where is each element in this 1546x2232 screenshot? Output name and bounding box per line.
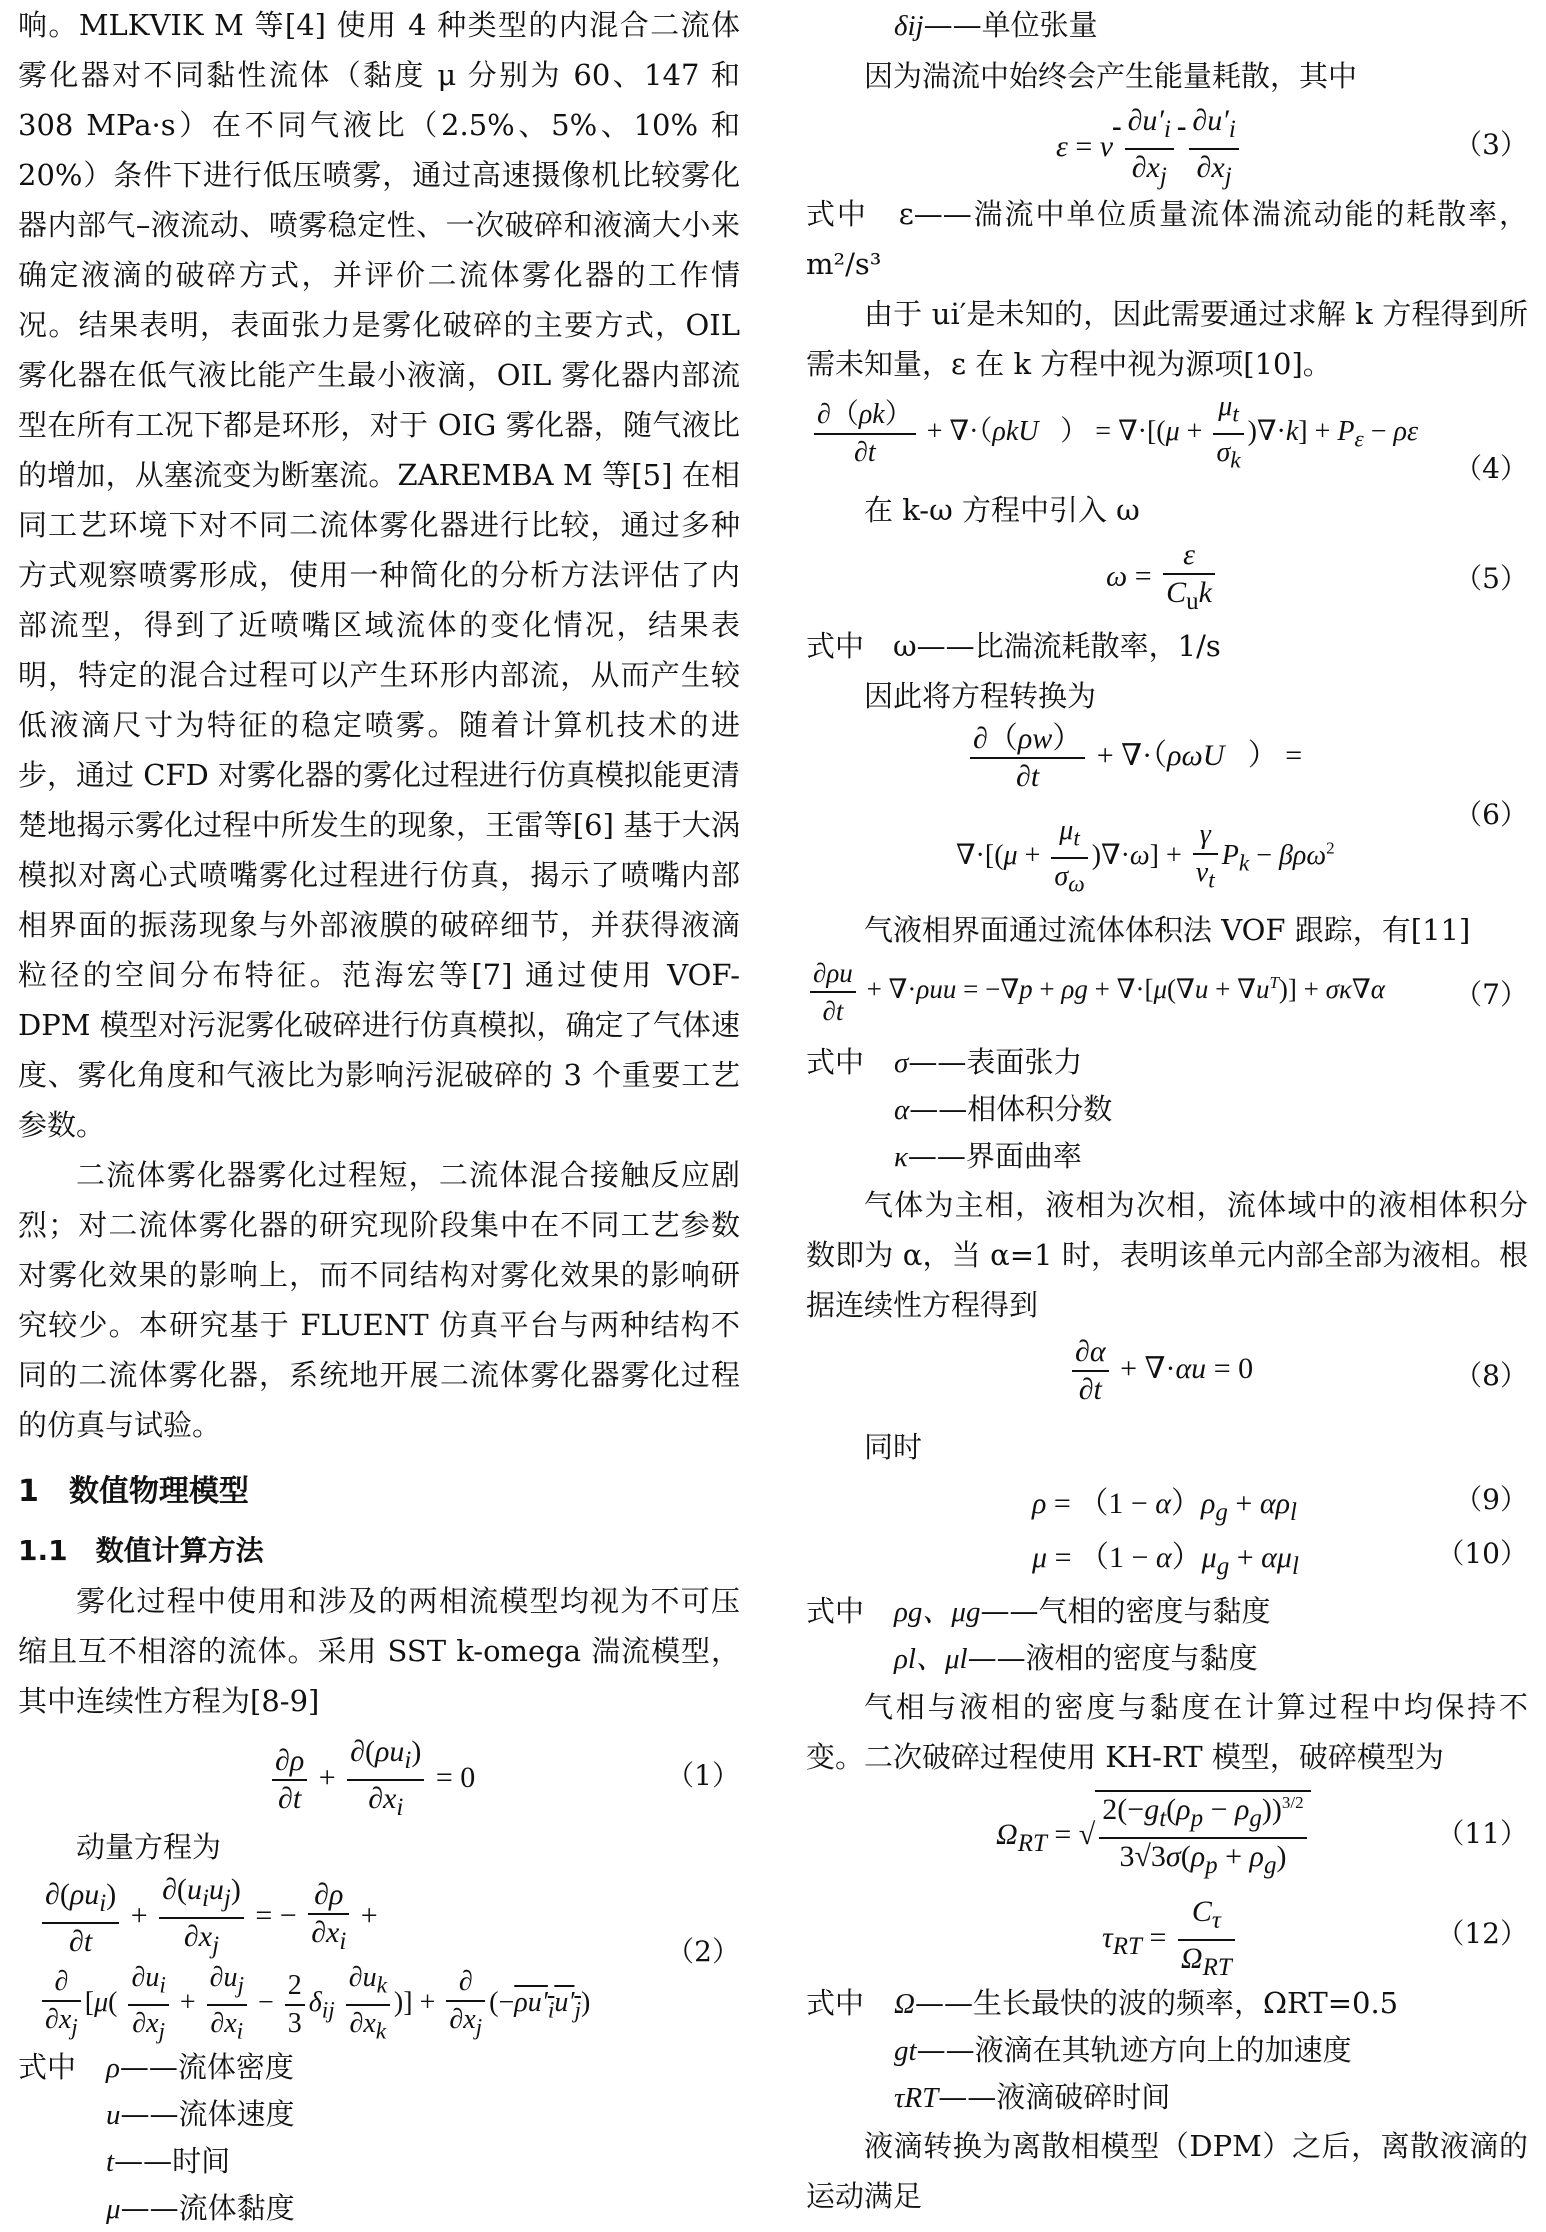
definition-alpha: α——相体积分数	[894, 1092, 1113, 1126]
definition-rho: 式中 ρ——流体密度	[18, 2044, 740, 2091]
definition-mu: μ——流体黏度	[106, 2191, 295, 2225]
equation-12: $\tau_{RT}$ = $\frac{C_\tau}{\Omega_{RT}}$ （12）	[1102, 1895, 1528, 1981]
equation-9: $\rho = (1 - \alpha)\rho_g + \alpha\rho_l$ （9）	[806, 1472, 1528, 1530]
equation-number: （2）	[666, 1935, 740, 1968]
equation-11: $\Omega_{RT}$ = √ $\frac{2(-g_t(\rho_p - \rho_g))^{3/2}}{3√3\sigma(\rho_p + \rho_g)}$ （11）	[806, 1782, 1528, 1894]
equation-number: （6）	[1454, 798, 1528, 831]
model-paragraph: 雾化过程中使用和涉及的两相流模型均视为不可压缩且互不相溶的流体。采用 SST k-omega 湍流模型，其中连续性方程为[8-9]	[18, 1584, 740, 1718]
right-column	[806, 0, 1528, 2221]
definition-gas: 式中 ρg、μg——气相的密度与黏度	[806, 1594, 1271, 1628]
equation-number: （8）	[1454, 1359, 1528, 1392]
vof-paragraph: 气液相界面通过流体体积法 VOF 跟踪，有[11]	[864, 913, 1471, 947]
equation-5: ω = $\frac{\varepsilon}{C_uk}$ （5）	[1106, 538, 1528, 615]
equation-6: $\frac{\partial(\rho w)}{\partial t}$ + ∇·（ρωU⃗） = ∇·[(μ + $\frac{\mu_t}{\sigma_\omega}$ )∇·ω] + $\frac{\gamma}{v_t}$ $P_k - \beta\rho\omega^2$ （6）	[956, 722, 1528, 898]
equation-number: （11）	[1436, 1817, 1528, 1850]
equation-number: （12）	[1436, 1917, 1528, 1950]
omega-intro: 在 k-ω 方程中引入 ω	[864, 493, 1140, 527]
left-column	[18, 0, 740, 2232]
equation-number: （1）	[666, 1759, 740, 1792]
equation-2: $\frac{\partial(\rho u_i)}{\partial t}$ + $\frac{\partial(u_iu_j)}{\partial x_j}$ = − $\frac{\partial\rho}{\partial x_i}$ + $\frac{\partial}{\partial x_j}$ [μ( $\frac{\partial u_i}{\partial x_j}$ + $\frac{\partial u_j}{\partial x_i}$ − $\frac{2}{3}$ $\delta_{ij}$ $\frac{\partial u_k}{\partial x_k}$ )] + $\frac{\partial}{\partial x_j}$ $(-\rho u'_iu'_j)$ （2）	[18, 1872, 740, 2044]
dpm-paragraph: 液滴转换为离散相模型（DPM）之后，离散液滴的运动满足	[806, 2129, 1528, 2213]
equation-1: $\frac{\partial\rho}{\partial t}$ + $\frac{\partial(\rho u_i)}{\partial x_i}$ = 0 （1）	[18, 1726, 740, 1822]
definition-kappa: κ——界面曲率	[894, 1139, 1082, 1173]
where-label: 式中	[18, 2050, 77, 2084]
definition-tau-rt: τRT——液滴破碎时间	[894, 2080, 1171, 2114]
definition-t: t——时间	[106, 2144, 231, 2178]
same-time-paragraph: 同时	[864, 1430, 923, 1464]
definition-liquid: ρl、μl——液相的密度与黏度	[894, 1641, 1258, 1675]
equation-number: （10）	[1436, 1537, 1528, 1570]
summary-paragraph: 二流体雾化器雾化过程短，二流体混合接触反应剧烈；对二流体雾化器的研究现阶段集中在不同工艺参数对雾化效果的影响上，而不同结构对雾化效果的影响研究较少。本研究基于 FLUENT 仿真平台与两种结构不同的二流体雾化器，系统地开展二流体雾化器雾化过程的仿真与试验。	[18, 1158, 740, 1442]
intro-paragraph: 响。MLKVIK M 等[4] 使用 4 种类型的内混合二流体雾化器对不同黏性流体（黏度 μ 分别为 60、147 和 308 MPa·s）在不同气液比（2.5%、5%、10% 和 20%）条件下进行低压喷雾，通过高速摄像机比较雾化器内部气–液流动、喷雾稳定性、一次破碎和液滴大小来确定液滴的破碎方式，并评价二流体雾化器的工作情况。结果表明，表面张力是雾化破碎的主要方式，OIL 雾化器在低气液比能产生最小液滴，OIL 雾化器内部流型在所有工况下都是环形，对于 OIG 雾化器，随气液比的增加，从塞流变为断塞流。ZAREMBA M 等[5] 在相同工艺环境下对不同二流体雾化器进行比较，通过多种方式观察喷雾形成，使用一种简化的分析方法评估了内部流型，得到了近喷嘴区域流体的变化情况，结果表明，特定的混合过程可以产生环形内部流，从而产生较低液滴尺寸为特征的稳定喷雾。随着计算机技术的进步，通过 CFD 对雾化器的雾化过程进行仿真模拟能更清楚地揭示雾化过程中所发生的现象，王雷等[6] 基于大涡模拟对离心式喷嘴雾化过程进行仿真，揭示了喷嘴内部相界面的振荡现象与外部液膜的破碎细节，并获得液滴粒径的空间分布特征。范海宏等[7] 通过使用 VOF-DPM 模型对污泥雾化破碎进行仿真模拟，确定了气体速度、雾化角度和气液比为影响污泥破碎的 3 个重要工艺参数。	[18, 8, 740, 1142]
equation-8: $\frac{\partial\alpha}{\partial t}$ + ∇·αu = 0 （8）	[806, 1330, 1528, 1422]
equation-number: （9）	[1454, 1483, 1528, 1516]
omega-definition: 式中 ω——比湍流耗散率，1/s	[806, 629, 1221, 663]
phase-paragraph: 气体为主相，液相为次相，流体域中的液相体积分数即为 α，当 α=1 时，表明该单元内部全部为液相。根据连续性方程得到	[806, 1188, 1528, 1322]
convert-paragraph: 因此将方程转换为	[864, 679, 1097, 713]
definition-u: u——流体速度	[106, 2097, 295, 2131]
definition-sigma: 式中 σ——表面张力	[806, 1045, 1083, 1079]
section-heading: 1 数值物理模型	[18, 1474, 249, 1509]
momentum-intro: 动量方程为	[76, 1830, 222, 1864]
definition-delta: δij——单位张量	[894, 8, 1098, 42]
subsection-heading: 1.1 数值计算方法	[18, 1534, 264, 1567]
equation-10: $\mu = (1 - \alpha)\mu_g + \alpha\mu_l$ （10）	[806, 1530, 1528, 1588]
definition-omega-rt: 式中 Ω——生长最快的波的频率，ΩRT=0.5	[806, 1986, 1399, 2020]
equation-number: （3）	[1454, 128, 1528, 161]
equation-7: $\frac{\partial\rho u}{\partial t}$ + $\nabla\cdot\rho uu = -\nabla p + \rho g + \nabla\cdot[\mu(\nabla u + \nabla u^T)] + \sigma\kappa\nabla\alpha$ （7）	[806, 955, 1528, 1039]
equation-number: （7）	[1454, 978, 1528, 1011]
dissipation-paragraph: 因为湍流中始终会产生能量耗散，其中	[864, 59, 1358, 93]
epsilon-definition: 式中 ε——湍流中单位质量流体湍流动能的耗散率，m²/s³	[806, 197, 1528, 281]
equation-number: （5）	[1454, 562, 1528, 595]
equation-4: $\frac{\partial(\rho k)}{\partial t}$ + ∇·（ρkU⃗） = ∇·[(μ + $\frac{\mu_t}{\sigma_k}$ )$\nabla\cdot k] + P_\varepsilon - \rho\varepsilon$ （4）	[806, 389, 1528, 485]
constant-paragraph: 气相与液相的密度与黏度在计算过程中均保持不变。二次破碎过程使用 KH-RT 模型，破碎模型为	[806, 1690, 1528, 1774]
definition-gt: gt——液滴在其轨迹方向上的加速度	[894, 2033, 1352, 2067]
k-equation-paragraph: 由于 ui′是未知的，因此需要通过求解 k 方程得到所需未知量，ε 在 k 方程中视为源项[10]。	[806, 297, 1528, 381]
equation-number: （4）	[1454, 452, 1528, 485]
equation-3: ε = v $\frac{\partial u'_i}{\partial x_j}$ $\frac{\partial u'_i}{\partial x_j}$ （3）	[1056, 104, 1528, 190]
